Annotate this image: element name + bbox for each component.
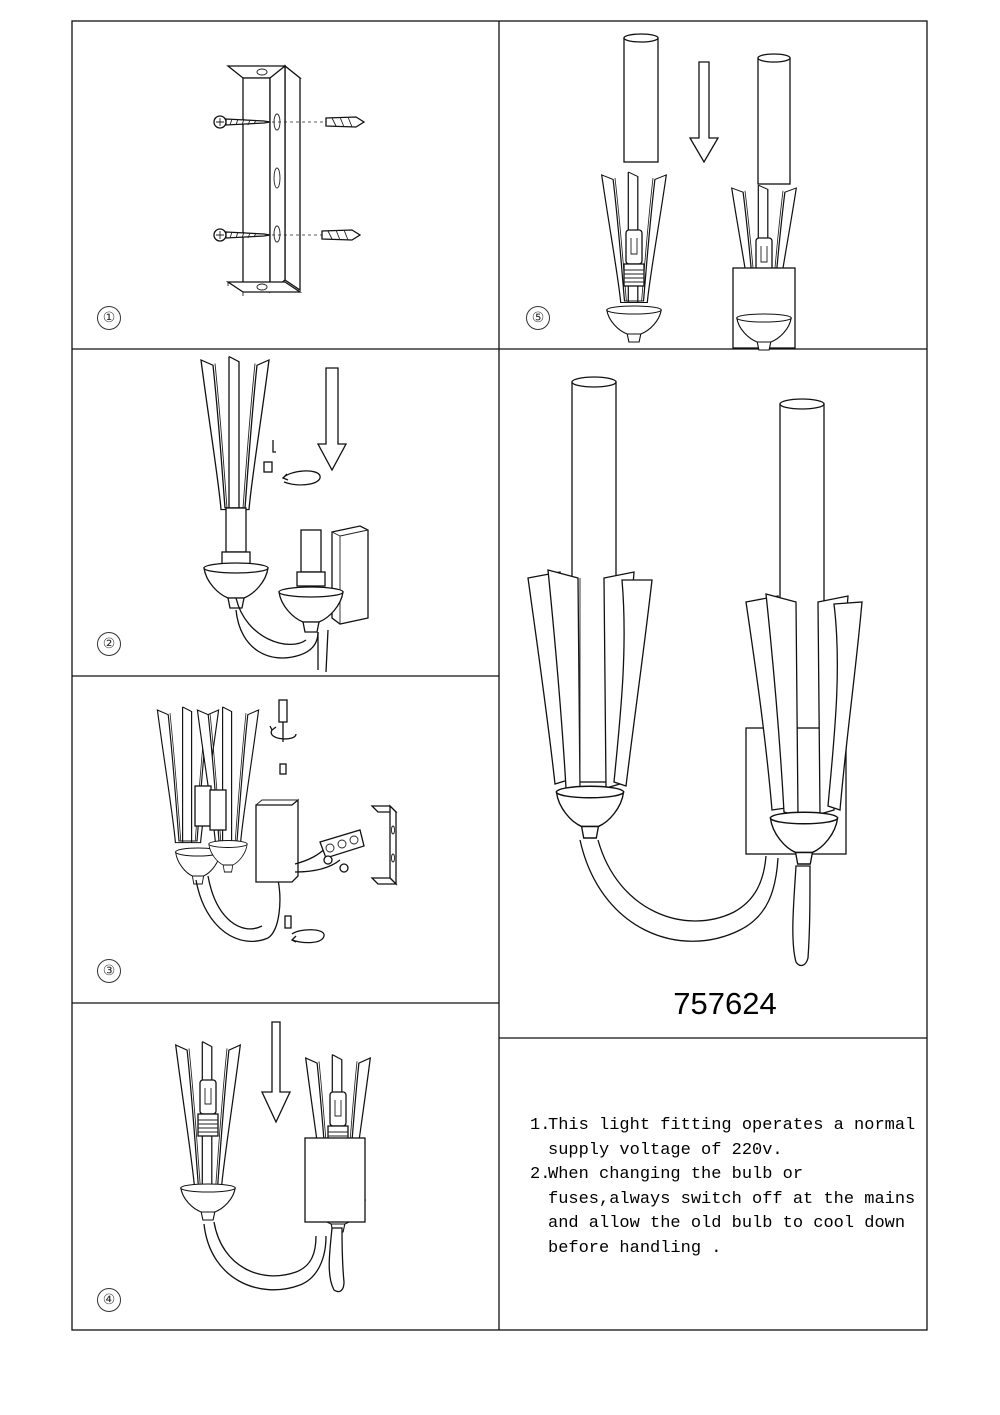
note-item-1 [530,1114,950,1163]
step-number-2: ② [97,632,121,656]
note-item-2 [530,1163,950,1261]
step-2-illustration [201,356,368,672]
step-number-3: ③ [97,959,121,983]
step-number-4: ④ [97,1288,121,1312]
step-3-illustration [157,700,396,943]
model-number: 757624 [673,986,777,1021]
step-number-1: ① [97,306,121,330]
product-illustration [528,377,862,965]
note-text: When changing the bulb or fuses,always switch off at the mains and allow the old bulb to cool down before handling . [548,1165,916,1258]
note-number: 1. [530,1116,551,1135]
safety-notes [530,1114,950,1261]
step-5-illustration [602,34,797,350]
step-1-illustration [214,66,364,296]
note-text: This light fitting operates a normal supply voltage of 220v. [548,1116,916,1160]
step-number-5: ⑤ [526,306,550,330]
note-number: 2. [530,1165,551,1184]
step-4-illustration [176,1022,371,1292]
